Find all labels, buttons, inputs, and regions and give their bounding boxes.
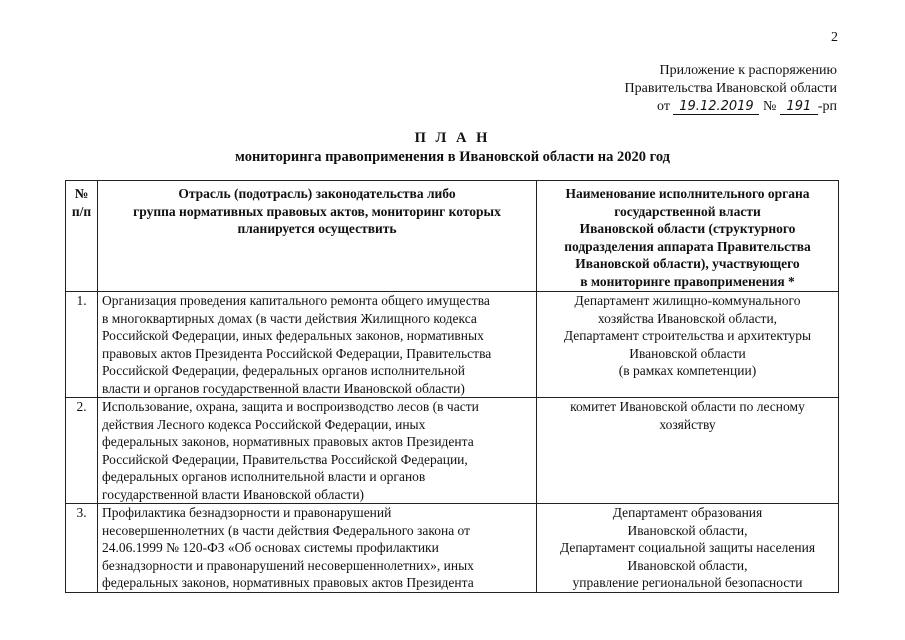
appendix-header bbox=[537, 62, 837, 116]
row-legislation-area bbox=[98, 398, 537, 504]
header-area-line: группа нормативных правовых актов, мониторинг которых bbox=[133, 203, 501, 219]
org-line: Ивановской области bbox=[629, 345, 746, 361]
area-line: несовершеннолетних (в части действия Федерального закона от bbox=[102, 522, 471, 538]
area-line: 24.06.1999 № 120-ФЗ «Об основах системы профилактики bbox=[102, 540, 439, 555]
org-line: Департамент жилищно-коммунального bbox=[574, 293, 801, 308]
appendix-line-2: Правительства Ивановской области bbox=[624, 81, 837, 96]
area-line: Российской Федерации, Правительства Российской Федерации, bbox=[102, 451, 468, 467]
plan-table bbox=[65, 180, 839, 593]
handwritten-number: 191 bbox=[780, 100, 818, 115]
date-prefix: от bbox=[657, 99, 670, 114]
area-line: федеральных органов исполнительной власти и органов bbox=[102, 469, 426, 484]
area-line: в многоквартирных домах (в части действия Жилищного кодекса bbox=[102, 310, 477, 326]
header-area-line: Отрасль (подотрасль) законодательства либо bbox=[178, 186, 456, 201]
org-line: Департамент образования bbox=[612, 505, 763, 520]
table-row bbox=[66, 504, 839, 593]
header-org-line: Ивановской области (структурного bbox=[579, 221, 796, 236]
table-row bbox=[66, 398, 839, 504]
header-area-line: планируется осуществить bbox=[237, 221, 397, 236]
row-responsible-body bbox=[537, 398, 839, 504]
header-org-line: Ивановской области), участвующего bbox=[575, 256, 800, 271]
org-line: (в рамках компетенции) bbox=[618, 363, 757, 378]
area-line: Российской Федерации, федеральных органов исполнительной bbox=[102, 363, 465, 378]
number-prefix: № bbox=[762, 99, 777, 114]
area-line: власти и органов государственной власти Ивановской области) bbox=[102, 380, 465, 396]
org-line: хозяйства Ивановской области, bbox=[597, 310, 778, 326]
area-line: Российской Федерации, иных федеральных законов, нормативных bbox=[102, 328, 484, 343]
document-title: П Л А Н bbox=[414, 130, 491, 146]
area-line: Профилактика безнадзорности и правонарушений bbox=[102, 505, 392, 520]
row-number: 2. bbox=[66, 398, 98, 504]
number-suffix: -рп bbox=[817, 99, 837, 114]
org-line: Департамент социальной защиты населения bbox=[559, 540, 816, 555]
table-header-row bbox=[66, 181, 839, 292]
header-org-line: подразделения аппарата Правительства bbox=[564, 238, 811, 254]
header-org-line: Наименование исполнительного органа bbox=[565, 186, 810, 201]
handwritten-date: 19.12.2019 bbox=[673, 100, 759, 115]
org-line: Департамент строительства и архитектуры bbox=[563, 328, 812, 343]
area-line: действия Лесного кодекса Российской Федерации, иных bbox=[102, 416, 426, 432]
row-responsible-body bbox=[537, 504, 839, 593]
org-line: комитет Ивановской области по лесному bbox=[570, 399, 805, 414]
area-line: правовых актов Президента Российской Федерации, Правительства bbox=[102, 345, 492, 361]
document-subtitle: мониторинга правоприменения в Ивановской области на 2020 год bbox=[235, 149, 670, 165]
area-line: Использование, охрана, защита и воспроизводство лесов (в части bbox=[102, 399, 479, 414]
appendix-date-line bbox=[537, 98, 837, 116]
appendix-line-1: Приложение к распоряжению bbox=[659, 63, 837, 78]
row-responsible-body bbox=[537, 292, 839, 398]
header-area bbox=[98, 181, 537, 292]
area-line: государственной власти Ивановской области) bbox=[102, 486, 365, 502]
header-org-line: государственной власти bbox=[614, 203, 761, 219]
header-org-line: в мониторинге правоприменения * bbox=[580, 273, 795, 289]
org-line: Ивановской области, bbox=[627, 557, 748, 573]
org-line: Ивановской области, bbox=[627, 522, 748, 538]
table-row bbox=[66, 292, 839, 398]
row-number: 1. bbox=[66, 292, 98, 398]
page-number: 2 bbox=[831, 30, 838, 45]
header-num-line: № bbox=[74, 186, 89, 201]
header-num-line: п/п bbox=[71, 203, 92, 219]
row-number: 3. bbox=[66, 504, 98, 593]
area-line: безнадзорности и правонарушений несовершеннолетних», иных bbox=[102, 557, 474, 573]
header-num bbox=[66, 181, 98, 292]
area-line: федеральных законов, нормативных правовых актов Президента bbox=[102, 434, 474, 449]
row-legislation-area bbox=[98, 504, 537, 593]
org-line: управление региональной безопасности bbox=[572, 575, 803, 590]
area-line: федеральных законов, нормативных правовых актов Президента bbox=[102, 575, 474, 590]
header-org bbox=[537, 181, 839, 292]
row-legislation-area bbox=[98, 292, 537, 398]
area-line: Организация проведения капитального ремонта общего имущества bbox=[102, 293, 490, 308]
org-line: хозяйству bbox=[659, 416, 716, 432]
